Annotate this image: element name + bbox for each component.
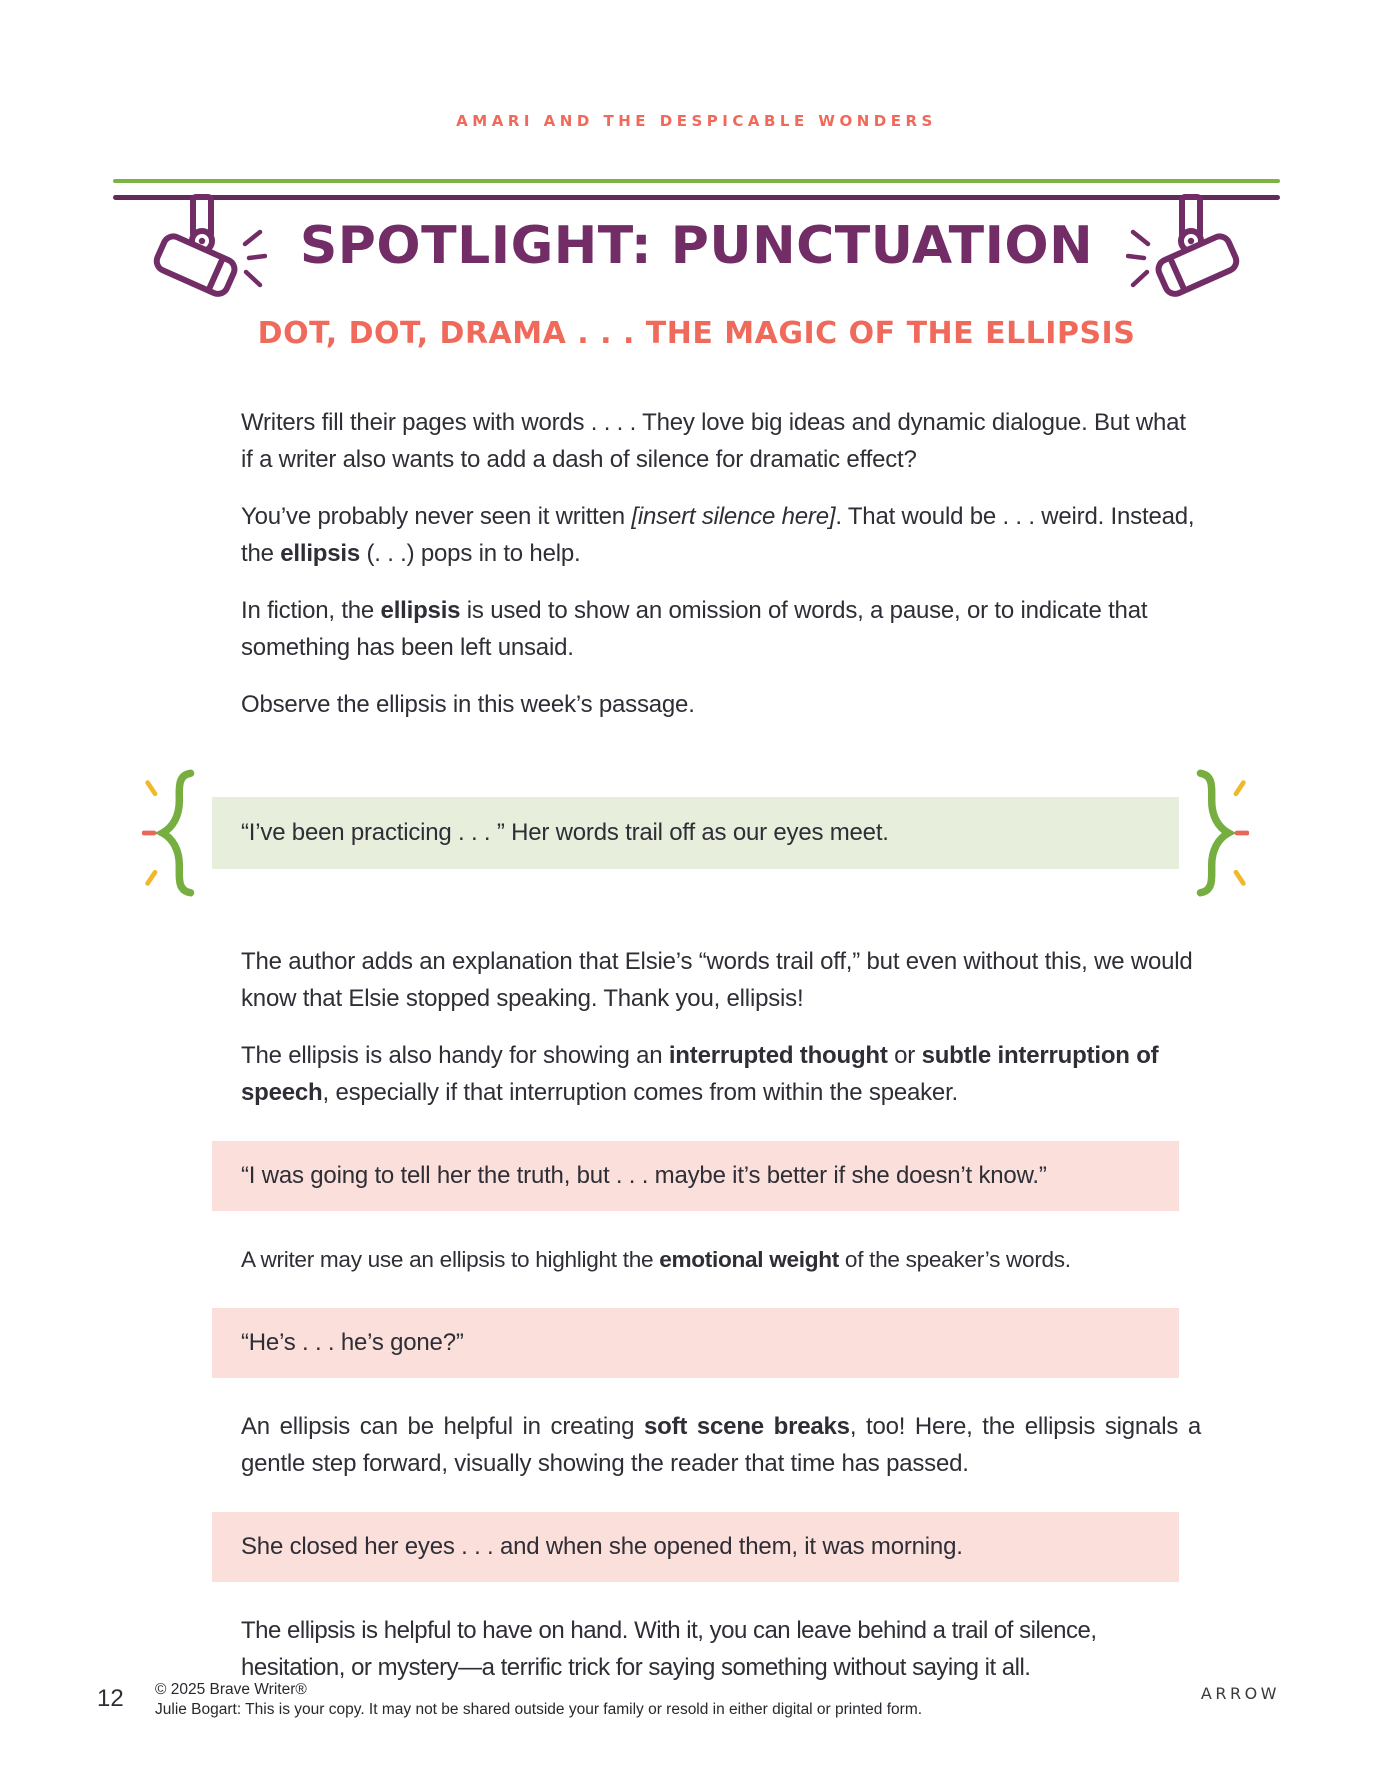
paragraph-interrupted-thought: The ellipsis is also handy for showing an interrupted thought or subtle interruption of speech, especially if that interruption comes from within the speaker. — [241, 1042, 1159, 1106]
book-title: AMARI AND THE DESPICABLE WONDERS — [456, 112, 937, 130]
page-content — [113, 0, 1280, 1686]
copyright-notice — [155, 1680, 1280, 1719]
copyright-line-1: © 2025 Brave Writer® — [155, 1681, 307, 1698]
paragraph-observe: Observe the ellipsis in this week’s passage. — [241, 691, 695, 718]
example-quote-pink: She closed her eyes . . . and when she opened them, it was morning. — [212, 1512, 1179, 1582]
highlighted-passage-row — [142, 765, 1280, 901]
spotlight-banner — [113, 200, 1280, 308]
spotlight-icon — [149, 194, 267, 298]
page-title: SPOTLIGHT: PUNCTUATION — [299, 216, 1094, 276]
paragraph-in-fiction: In fiction, the ellipsis is used to show an omission of words, a pause, or to indicate that something has been left unsaid. — [241, 597, 1148, 661]
green-rule-divider — [113, 179, 1280, 183]
curly-brace-burst-icon — [142, 765, 198, 901]
paragraph-emotional-weight: A writer may use an ellipsis to highlight the emotional weight of the speaker’s words. — [241, 1247, 1071, 1272]
paragraph-closing: The ellipsis is helpful to have on hand. With it, you can leave behind a trail of silence, hesitation, or mystery—a terrific trick for saying something without saying it all. — [241, 1617, 1097, 1681]
body-column — [241, 1241, 1201, 1278]
page-footer — [97, 1680, 1280, 1719]
curly-brace-burst-icon — [1193, 765, 1249, 901]
passage-quote-green: “I’ve been practicing . . . ” Her words trail off as our eyes meet. — [212, 797, 1179, 869]
page-number: 12 — [97, 1685, 124, 1712]
arrow-logo: ARROW — [1200, 1684, 1280, 1703]
spotlight-icon — [1126, 194, 1244, 298]
page-subtitle: DOT, DOT, DRAMA . . . THE MAGIC OF THE ELLIPSIS — [257, 316, 1136, 351]
body-column — [241, 1612, 1201, 1686]
example-quote-pink: “He’s . . . he’s gone?” — [212, 1308, 1179, 1378]
copyright-line-2: Julie Bogart: This is your copy. It may not be shared outside your family or resold in either digital or printed form. — [155, 1700, 923, 1718]
example-quote-pink: “I was going to tell her the truth, but . . . maybe it’s better if she doesn’t know.” — [212, 1141, 1179, 1211]
body-column — [241, 1408, 1201, 1482]
body-column — [241, 404, 1201, 723]
body-column — [241, 943, 1201, 1111]
paragraph-intro: Writers fill their pages with words . . . . They love big ideas and dynamic dialogue. But what if a writer also wants to add a dash of silence for dramatic effect? — [241, 409, 1186, 473]
paragraph-author-explains: The author adds an explanation that Elsie’s “words trail off,” but even without this, we would know that Elsie stopped speaking. Thank you, ellipsis! — [241, 948, 1193, 1012]
paragraph-scene-breaks: An ellipsis can be helpful in creating soft scene breaks, too! Here, the ellipsis signals a gentle step forward, visually showing the reader that time has passed. — [241, 1413, 1202, 1477]
paragraph-never-seen: You’ve probably never seen it written [insert silence here]. That would be . . . weird. Instead, the ellipsis (. . .) pops in to help. — [241, 503, 1195, 567]
